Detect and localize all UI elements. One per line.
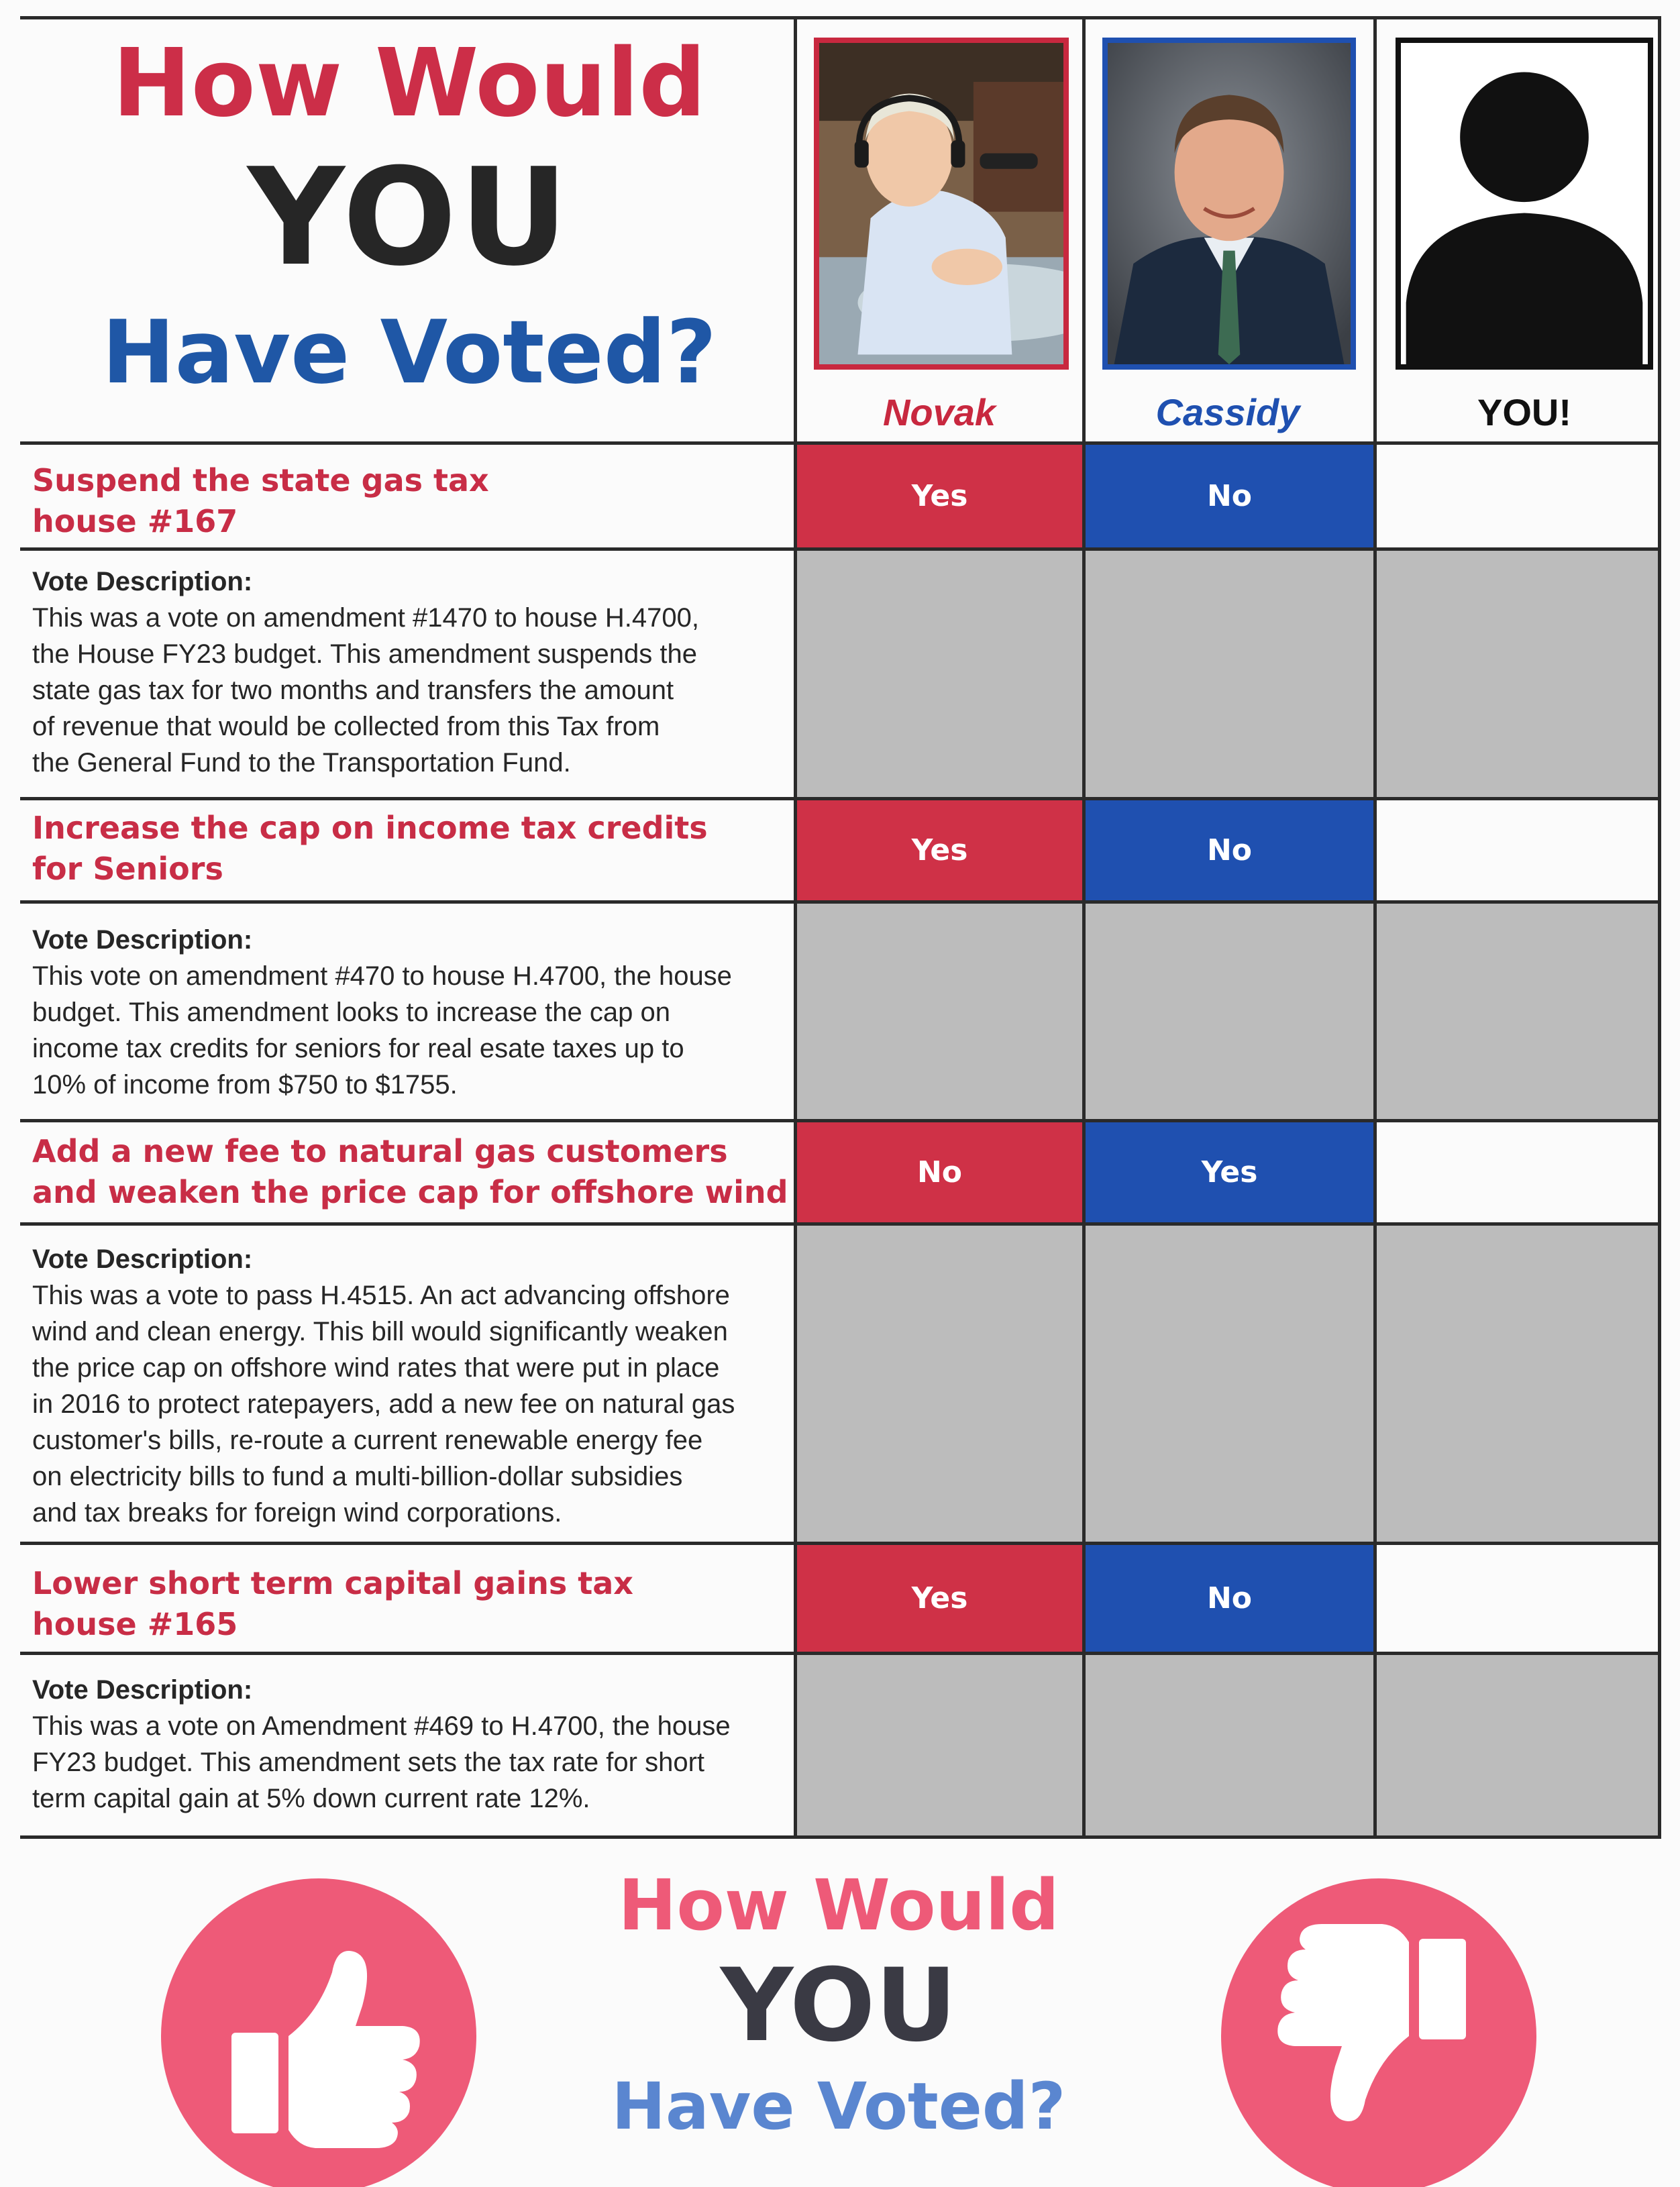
vote-4-cassidy: No	[1086, 1545, 1373, 1652]
vote-4-novak: Yes	[797, 1545, 1082, 1652]
vote-4-gray-cassidy	[1086, 1655, 1373, 1835]
grid-line-bottom	[20, 1835, 1661, 1839]
footer-title-line-1: How Would	[618, 1864, 1059, 1946]
novak-photo	[814, 38, 1069, 370]
vote-2-description: Vote Description: This vote on amendment #470 to house H.4700, the house budget. This amendment looks to increase the cap on income tax credits for seniors for real esate taxes up to 10% of income from $750 to $1755.	[32, 925, 732, 1100]
vote-4-gray-you	[1377, 1655, 1658, 1835]
vote-2-gray-novak	[797, 904, 1082, 1119]
vote-2-novak: Yes	[797, 800, 1082, 900]
vote-1-novak: Yes	[797, 445, 1082, 547]
candidate-name-novak: Novak	[882, 391, 996, 433]
vote-1-description: Vote Description: This was a vote on amendment #1470 to house H.4700, the House FY23 budget. This amendment suspends the state gas tax for two months and transfers the amount of revenue that would be collected from this Tax from the General Fund to the Transportation Fund.	[32, 567, 699, 778]
vote-1-cassidy: No	[1086, 445, 1373, 547]
thumbs-down-icon	[1221, 1878, 1536, 2187]
candidate-name-you: YOU!	[1477, 391, 1571, 433]
vote-1-title: Suspend the state gas tax house #167	[32, 462, 489, 539]
vote-2-cassidy: No	[1086, 800, 1373, 900]
footer-title-line-3: Have Voted?	[611, 2069, 1066, 2144]
candidate-name-cassidy: Cassidy	[1155, 391, 1300, 433]
vote-2-title: Increase the cap on income tax credits for Seniors	[32, 810, 708, 887]
vote-4-description: Vote Description: This was a vote on Amendment #469 to H.4700, the house FY23 budget. This amendment sets the tax rate for short term capital gain at 5% down current rate 12%.	[32, 1675, 731, 1813]
vote-1-gray-novak	[797, 551, 1082, 797]
vote-4-gray-novak	[797, 1655, 1082, 1835]
vote-3-gray-novak	[797, 1226, 1082, 1542]
grid-line-top	[20, 16, 1661, 19]
vote-1-gray-you	[1377, 551, 1658, 797]
vote-3-description: Vote Description: This was a vote to pass H.4515. An act advancing offshore wind and clean energy. This bill would significantly weaken the price cap on offshore wind rates that were put in place in 2016 to protect ratepayers, add a new fee on natural gas customer's bills, re-route a current renewable energy fee on electricity bills to fund a multi-billion-dollar subsidies and tax breaks for foreign wind corporations.	[32, 1244, 735, 1528]
vote-1-gray-cassidy	[1086, 551, 1373, 797]
vote-3-gray-you	[1377, 1226, 1658, 1542]
you-silhouette	[1396, 38, 1653, 370]
header-title	[27, 27, 792, 443]
cassidy-photo	[1102, 38, 1356, 370]
footer-title-line-2: YOU	[720, 1948, 957, 2064]
vote-2-gray-cassidy	[1086, 904, 1373, 1119]
vote-4-title: Lower short term capital gains tax house #165	[32, 1565, 633, 1642]
grid-col-4	[1658, 16, 1661, 1839]
footer-title	[564, 1862, 1114, 2150]
title-line-2: YOU	[247, 140, 572, 296]
vote-3-cassidy: Yes	[1086, 1122, 1373, 1222]
vote-3-gray-cassidy	[1086, 1226, 1373, 1542]
title-line-3: Have Voted?	[101, 301, 717, 403]
vote-3-title: Add a new fee to natural gas customers and weaken the price cap for offshore wind	[32, 1133, 788, 1210]
title-line-1: How Would	[112, 29, 706, 138]
vote-3-novak: No	[797, 1122, 1082, 1222]
vote-2-gray-you	[1377, 904, 1658, 1119]
thumbs-up-icon	[161, 1878, 476, 2187]
